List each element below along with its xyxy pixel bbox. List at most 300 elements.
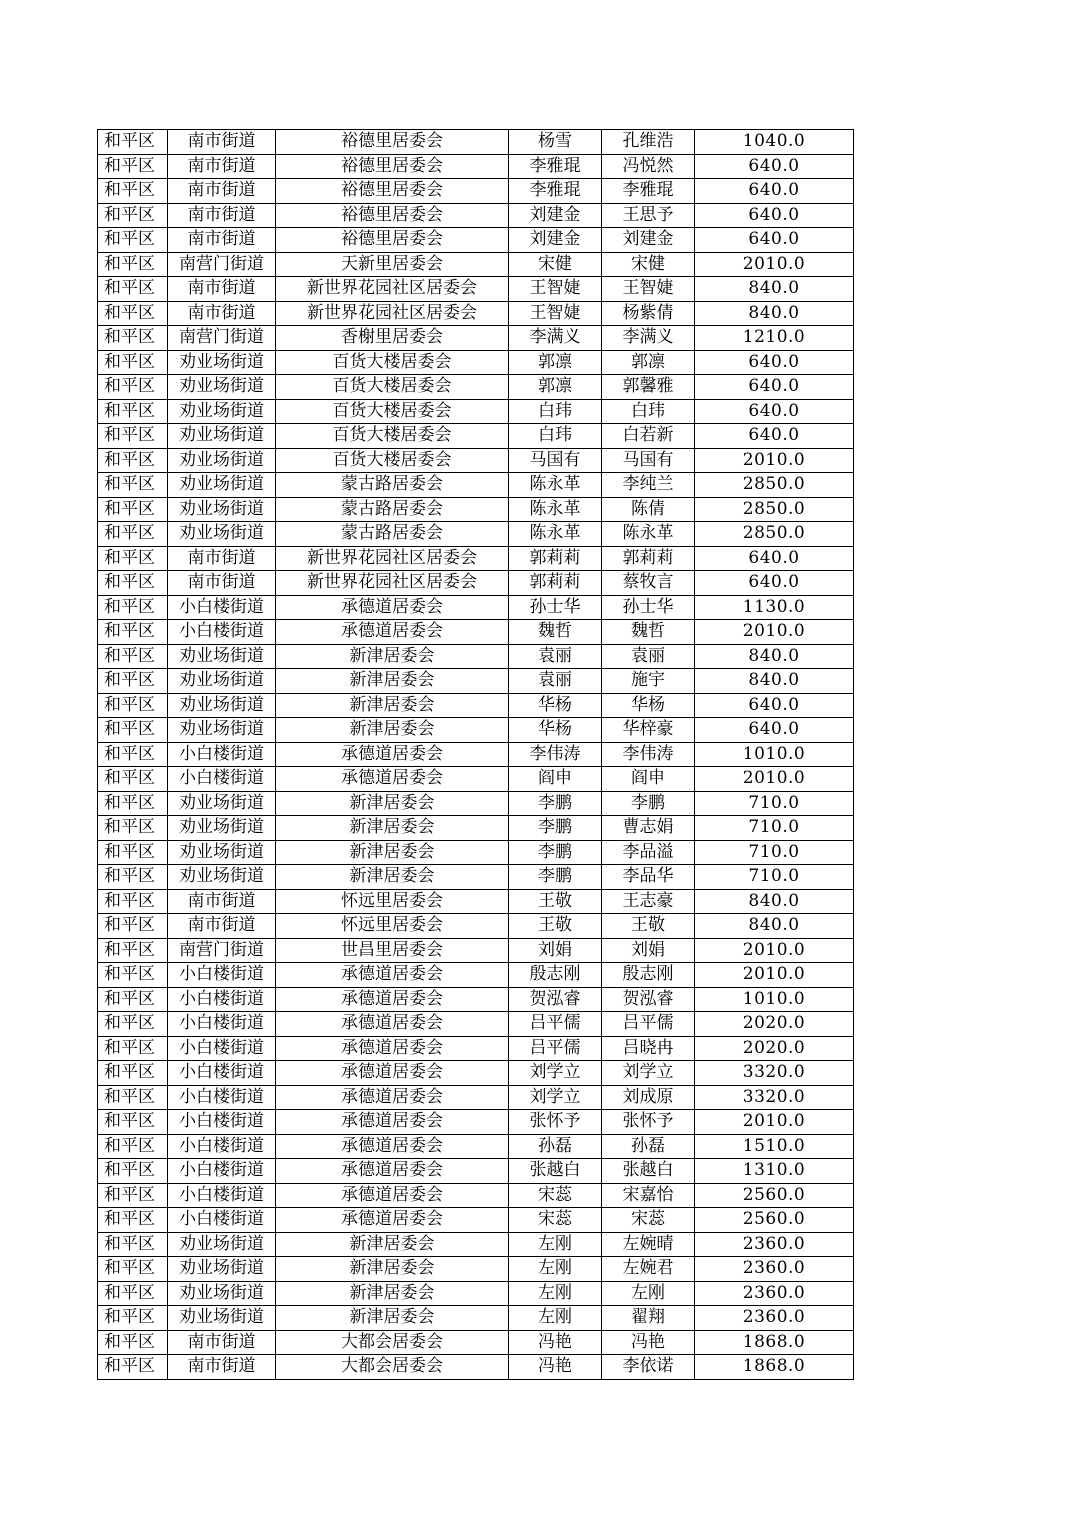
street-cell: 南市街道 — [168, 1355, 276, 1380]
member-cell: 阎申 — [602, 767, 695, 792]
street-cell: 劝业场街道 — [168, 375, 276, 400]
district-cell: 和平区 — [98, 203, 168, 228]
table-body — [98, 130, 854, 1380]
street-cell: 小白楼街道 — [168, 987, 276, 1012]
table-row — [98, 644, 854, 669]
applicant-cell: 李雅琨 — [509, 154, 602, 179]
table-row — [98, 669, 854, 694]
street-cell: 南市街道 — [168, 301, 276, 326]
street-cell: 南市街道 — [168, 130, 276, 155]
table-row — [98, 1036, 854, 1061]
committee-cell: 蒙古路居委会 — [276, 497, 509, 522]
applicant-cell: 宋蕊 — [509, 1183, 602, 1208]
street-cell: 劝业场街道 — [168, 816, 276, 841]
district-cell: 和平区 — [98, 1306, 168, 1331]
committee-cell: 承德道居委会 — [276, 767, 509, 792]
committee-cell: 世昌里居委会 — [276, 938, 509, 963]
amount-cell: 840.0 — [695, 277, 854, 302]
applicant-cell: 吕平儒 — [509, 1036, 602, 1061]
district-cell: 和平区 — [98, 742, 168, 767]
table-row — [98, 595, 854, 620]
district-cell: 和平区 — [98, 791, 168, 816]
committee-cell: 承德道居委会 — [276, 1036, 509, 1061]
table-row — [98, 130, 854, 155]
district-cell: 和平区 — [98, 987, 168, 1012]
applicant-cell: 华杨 — [509, 693, 602, 718]
district-cell: 和平区 — [98, 1085, 168, 1110]
table-row — [98, 473, 854, 498]
applicant-cell: 左刚 — [509, 1232, 602, 1257]
committee-cell: 新津居委会 — [276, 865, 509, 890]
street-cell: 南市街道 — [168, 1330, 276, 1355]
district-cell: 和平区 — [98, 1330, 168, 1355]
district-cell: 和平区 — [98, 840, 168, 865]
street-cell: 南市街道 — [168, 277, 276, 302]
amount-cell: 2020.0 — [695, 1036, 854, 1061]
committee-cell: 大都会居委会 — [276, 1355, 509, 1380]
street-cell: 小白楼街道 — [168, 595, 276, 620]
amount-cell: 1010.0 — [695, 742, 854, 767]
amount-cell: 1310.0 — [695, 1159, 854, 1184]
amount-cell: 640.0 — [695, 546, 854, 571]
amount-cell: 1010.0 — [695, 987, 854, 1012]
district-cell: 和平区 — [98, 546, 168, 571]
committee-cell: 百货大楼居委会 — [276, 399, 509, 424]
table-row — [98, 1085, 854, 1110]
amount-cell: 2010.0 — [695, 938, 854, 963]
amount-cell: 2560.0 — [695, 1183, 854, 1208]
amount-cell: 710.0 — [695, 816, 854, 841]
applicant-cell: 马国有 — [509, 448, 602, 473]
table-row — [98, 718, 854, 743]
street-cell: 小白楼街道 — [168, 742, 276, 767]
applicant-cell: 张怀予 — [509, 1110, 602, 1135]
district-cell: 和平区 — [98, 277, 168, 302]
committee-cell: 新津居委会 — [276, 1232, 509, 1257]
district-cell: 和平区 — [98, 816, 168, 841]
applicant-cell: 王敬 — [509, 914, 602, 939]
amount-cell: 2560.0 — [695, 1208, 854, 1233]
member-cell: 李雅琨 — [602, 179, 695, 204]
applicant-cell: 李鹏 — [509, 816, 602, 841]
amount-cell: 2850.0 — [695, 473, 854, 498]
member-cell: 白若新 — [602, 424, 695, 449]
table-row — [98, 203, 854, 228]
amount-cell: 840.0 — [695, 644, 854, 669]
table-row — [98, 889, 854, 914]
district-cell: 和平区 — [98, 326, 168, 351]
table-row — [98, 1159, 854, 1184]
district-cell: 和平区 — [98, 228, 168, 253]
table-row — [98, 546, 854, 571]
committee-cell: 新津居委会 — [276, 816, 509, 841]
street-cell: 劝业场街道 — [168, 1232, 276, 1257]
applicant-cell: 袁丽 — [509, 644, 602, 669]
committee-cell: 裕德里居委会 — [276, 228, 509, 253]
table-row — [98, 1134, 854, 1159]
member-cell: 李伟涛 — [602, 742, 695, 767]
district-cell: 和平区 — [98, 424, 168, 449]
amount-cell: 2360.0 — [695, 1257, 854, 1282]
street-cell: 劝业场街道 — [168, 424, 276, 449]
street-cell: 小白楼街道 — [168, 1012, 276, 1037]
amount-cell: 2360.0 — [695, 1281, 854, 1306]
applicant-cell: 郭莉莉 — [509, 571, 602, 596]
applicant-cell: 袁丽 — [509, 669, 602, 694]
street-cell: 小白楼街道 — [168, 1134, 276, 1159]
committee-cell: 承德道居委会 — [276, 1085, 509, 1110]
member-cell: 陈倩 — [602, 497, 695, 522]
amount-cell: 2010.0 — [695, 963, 854, 988]
committee-cell: 承德道居委会 — [276, 1012, 509, 1037]
district-cell: 和平区 — [98, 350, 168, 375]
applicant-cell: 阎申 — [509, 767, 602, 792]
committee-cell: 新津居委会 — [276, 644, 509, 669]
member-cell: 李依诺 — [602, 1355, 695, 1380]
table-row — [98, 742, 854, 767]
committee-cell: 承德道居委会 — [276, 595, 509, 620]
committee-cell: 承德道居委会 — [276, 1159, 509, 1184]
applicant-cell: 杨雪 — [509, 130, 602, 155]
table-row — [98, 1110, 854, 1135]
member-cell: 马国有 — [602, 448, 695, 473]
table-row — [98, 179, 854, 204]
table-row — [98, 1330, 854, 1355]
member-cell: 袁丽 — [602, 644, 695, 669]
district-cell: 和平区 — [98, 1061, 168, 1086]
amount-cell: 2010.0 — [695, 620, 854, 645]
street-cell: 南市街道 — [168, 228, 276, 253]
member-cell: 郭馨雅 — [602, 375, 695, 400]
amount-cell: 1040.0 — [695, 130, 854, 155]
table-row — [98, 399, 854, 424]
amount-cell: 1510.0 — [695, 1134, 854, 1159]
street-cell: 南营门街道 — [168, 252, 276, 277]
amount-cell: 2850.0 — [695, 497, 854, 522]
amount-cell: 710.0 — [695, 840, 854, 865]
street-cell: 劝业场街道 — [168, 840, 276, 865]
applicant-cell: 华杨 — [509, 718, 602, 743]
district-cell: 和平区 — [98, 1012, 168, 1037]
amount-cell: 1210.0 — [695, 326, 854, 351]
data-table — [97, 129, 854, 1380]
committee-cell: 承德道居委会 — [276, 1183, 509, 1208]
street-cell: 劝业场街道 — [168, 497, 276, 522]
committee-cell: 承德道居委会 — [276, 1061, 509, 1086]
committee-cell: 百货大楼居委会 — [276, 448, 509, 473]
district-cell: 和平区 — [98, 399, 168, 424]
applicant-cell: 郭凛 — [509, 350, 602, 375]
street-cell: 劝业场街道 — [168, 669, 276, 694]
street-cell: 南市街道 — [168, 914, 276, 939]
committee-cell: 新津居委会 — [276, 791, 509, 816]
member-cell: 宋蕊 — [602, 1208, 695, 1233]
member-cell: 王思予 — [602, 203, 695, 228]
district-cell: 和平区 — [98, 179, 168, 204]
committee-cell: 裕德里居委会 — [276, 203, 509, 228]
member-cell: 宋健 — [602, 252, 695, 277]
applicant-cell: 白玮 — [509, 424, 602, 449]
street-cell: 南市街道 — [168, 571, 276, 596]
street-cell: 南市街道 — [168, 154, 276, 179]
street-cell: 南营门街道 — [168, 938, 276, 963]
committee-cell: 百货大楼居委会 — [276, 350, 509, 375]
table-row — [98, 1208, 854, 1233]
street-cell: 南市街道 — [168, 179, 276, 204]
street-cell: 南市街道 — [168, 889, 276, 914]
amount-cell: 640.0 — [695, 375, 854, 400]
member-cell: 郭莉莉 — [602, 546, 695, 571]
committee-cell: 新津居委会 — [276, 1281, 509, 1306]
member-cell: 李品华 — [602, 865, 695, 890]
district-cell: 和平区 — [98, 1134, 168, 1159]
street-cell: 劝业场街道 — [168, 399, 276, 424]
street-cell: 小白楼街道 — [168, 1159, 276, 1184]
committee-cell: 承德道居委会 — [276, 1110, 509, 1135]
committee-cell: 大都会居委会 — [276, 1330, 509, 1355]
district-cell: 和平区 — [98, 644, 168, 669]
amount-cell: 640.0 — [695, 203, 854, 228]
table-row — [98, 693, 854, 718]
district-cell: 和平区 — [98, 865, 168, 890]
amount-cell: 1130.0 — [695, 595, 854, 620]
committee-cell: 新世界花园社区居委会 — [276, 301, 509, 326]
member-cell: 李品溢 — [602, 840, 695, 865]
applicant-cell: 王敬 — [509, 889, 602, 914]
member-cell: 翟翔 — [602, 1306, 695, 1331]
committee-cell: 承德道居委会 — [276, 742, 509, 767]
district-cell: 和平区 — [98, 375, 168, 400]
table-row — [98, 154, 854, 179]
district-cell: 和平区 — [98, 154, 168, 179]
amount-cell: 640.0 — [695, 154, 854, 179]
table-row — [98, 424, 854, 449]
table-row — [98, 228, 854, 253]
district-cell: 和平区 — [98, 938, 168, 963]
amount-cell: 840.0 — [695, 889, 854, 914]
committee-cell: 承德道居委会 — [276, 1208, 509, 1233]
table-row — [98, 1281, 854, 1306]
member-cell: 王志豪 — [602, 889, 695, 914]
table-row — [98, 497, 854, 522]
member-cell: 王敬 — [602, 914, 695, 939]
member-cell: 冯艳 — [602, 1330, 695, 1355]
member-cell: 孙磊 — [602, 1134, 695, 1159]
applicant-cell: 孙士华 — [509, 595, 602, 620]
committee-cell: 天新里居委会 — [276, 252, 509, 277]
applicant-cell: 陈永革 — [509, 473, 602, 498]
district-cell: 和平区 — [98, 620, 168, 645]
member-cell: 刘建金 — [602, 228, 695, 253]
applicant-cell: 左刚 — [509, 1306, 602, 1331]
amount-cell: 3320.0 — [695, 1085, 854, 1110]
table-row — [98, 914, 854, 939]
member-cell: 陈永革 — [602, 522, 695, 547]
applicant-cell: 左刚 — [509, 1281, 602, 1306]
district-cell: 和平区 — [98, 767, 168, 792]
committee-cell: 裕德里居委会 — [276, 154, 509, 179]
committee-cell: 裕德里居委会 — [276, 130, 509, 155]
amount-cell: 2360.0 — [695, 1306, 854, 1331]
table-row — [98, 963, 854, 988]
committee-cell: 裕德里居委会 — [276, 179, 509, 204]
street-cell: 劝业场街道 — [168, 1281, 276, 1306]
amount-cell: 1868.0 — [695, 1355, 854, 1380]
applicant-cell: 孙磊 — [509, 1134, 602, 1159]
member-cell: 李满义 — [602, 326, 695, 351]
applicant-cell: 刘建金 — [509, 203, 602, 228]
amount-cell: 640.0 — [695, 693, 854, 718]
member-cell: 张越白 — [602, 1159, 695, 1184]
street-cell: 劝业场街道 — [168, 865, 276, 890]
amount-cell: 640.0 — [695, 350, 854, 375]
table-row — [98, 326, 854, 351]
committee-cell: 承德道居委会 — [276, 1134, 509, 1159]
street-cell: 劝业场街道 — [168, 473, 276, 498]
table-row — [98, 865, 854, 890]
amount-cell: 2020.0 — [695, 1012, 854, 1037]
member-cell: 刘成原 — [602, 1085, 695, 1110]
table-row — [98, 1183, 854, 1208]
amount-cell: 1868.0 — [695, 1330, 854, 1355]
street-cell: 劝业场街道 — [168, 448, 276, 473]
applicant-cell: 冯艳 — [509, 1355, 602, 1380]
applicant-cell: 陈永革 — [509, 522, 602, 547]
district-cell: 和平区 — [98, 1183, 168, 1208]
committee-cell: 新津居委会 — [276, 1257, 509, 1282]
applicant-cell: 李雅琨 — [509, 179, 602, 204]
committee-cell: 新津居委会 — [276, 840, 509, 865]
committee-cell: 承德道居委会 — [276, 963, 509, 988]
street-cell: 小白楼街道 — [168, 620, 276, 645]
street-cell: 小白楼街道 — [168, 1036, 276, 1061]
applicant-cell: 郭凛 — [509, 375, 602, 400]
member-cell: 魏哲 — [602, 620, 695, 645]
table-row — [98, 448, 854, 473]
street-cell: 劝业场街道 — [168, 1306, 276, 1331]
applicant-cell: 李满义 — [509, 326, 602, 351]
district-cell: 和平区 — [98, 1159, 168, 1184]
applicant-cell: 李鹏 — [509, 865, 602, 890]
street-cell: 劝业场街道 — [168, 718, 276, 743]
amount-cell: 2010.0 — [695, 1110, 854, 1135]
amount-cell: 2850.0 — [695, 522, 854, 547]
amount-cell: 2010.0 — [695, 448, 854, 473]
applicant-cell: 左刚 — [509, 1257, 602, 1282]
committee-cell: 新津居委会 — [276, 718, 509, 743]
applicant-cell: 陈永革 — [509, 497, 602, 522]
district-cell: 和平区 — [98, 669, 168, 694]
district-cell: 和平区 — [98, 473, 168, 498]
applicant-cell: 宋健 — [509, 252, 602, 277]
table-row — [98, 987, 854, 1012]
applicant-cell: 刘学立 — [509, 1085, 602, 1110]
street-cell: 小白楼街道 — [168, 767, 276, 792]
applicant-cell: 王智婕 — [509, 277, 602, 302]
amount-cell: 710.0 — [695, 865, 854, 890]
committee-cell: 怀远里居委会 — [276, 889, 509, 914]
applicant-cell: 李鹏 — [509, 840, 602, 865]
committee-cell: 新津居委会 — [276, 1306, 509, 1331]
committee-cell: 百货大楼居委会 — [276, 424, 509, 449]
committee-cell: 承德道居委会 — [276, 987, 509, 1012]
district-cell: 和平区 — [98, 693, 168, 718]
district-cell: 和平区 — [98, 963, 168, 988]
member-cell: 华杨 — [602, 693, 695, 718]
committee-cell: 新津居委会 — [276, 693, 509, 718]
amount-cell: 640.0 — [695, 179, 854, 204]
street-cell: 小白楼街道 — [168, 1183, 276, 1208]
amount-cell: 2010.0 — [695, 767, 854, 792]
district-cell: 和平区 — [98, 130, 168, 155]
amount-cell: 2010.0 — [695, 252, 854, 277]
member-cell: 吕平儒 — [602, 1012, 695, 1037]
table-row — [98, 620, 854, 645]
committee-cell: 新世界花园社区居委会 — [276, 277, 509, 302]
committee-cell: 承德道居委会 — [276, 620, 509, 645]
applicant-cell: 吕平儒 — [509, 1012, 602, 1037]
district-cell: 和平区 — [98, 448, 168, 473]
street-cell: 南市街道 — [168, 546, 276, 571]
member-cell: 吕晓冉 — [602, 1036, 695, 1061]
district-cell: 和平区 — [98, 301, 168, 326]
amount-cell: 640.0 — [695, 718, 854, 743]
district-cell: 和平区 — [98, 914, 168, 939]
amount-cell: 3320.0 — [695, 1061, 854, 1086]
street-cell: 劝业场街道 — [168, 350, 276, 375]
table-row — [98, 375, 854, 400]
member-cell: 施宇 — [602, 669, 695, 694]
member-cell: 杨紫倩 — [602, 301, 695, 326]
table-row — [98, 252, 854, 277]
table-row — [98, 1012, 854, 1037]
street-cell: 劝业场街道 — [168, 644, 276, 669]
table-row — [98, 840, 854, 865]
district-cell: 和平区 — [98, 1110, 168, 1135]
table-row — [98, 301, 854, 326]
member-cell: 冯悦然 — [602, 154, 695, 179]
member-cell: 白玮 — [602, 399, 695, 424]
committee-cell: 香榭里居委会 — [276, 326, 509, 351]
applicant-cell: 刘学立 — [509, 1061, 602, 1086]
table-row — [98, 767, 854, 792]
amount-cell: 2360.0 — [695, 1232, 854, 1257]
member-cell: 蔡牧言 — [602, 571, 695, 596]
district-cell: 和平区 — [98, 595, 168, 620]
member-cell: 贺泓睿 — [602, 987, 695, 1012]
amount-cell: 840.0 — [695, 669, 854, 694]
amount-cell: 840.0 — [695, 301, 854, 326]
amount-cell: 640.0 — [695, 399, 854, 424]
committee-cell: 百货大楼居委会 — [276, 375, 509, 400]
table-row — [98, 522, 854, 547]
applicant-cell: 李伟涛 — [509, 742, 602, 767]
member-cell: 张怀予 — [602, 1110, 695, 1135]
street-cell: 劝业场街道 — [168, 693, 276, 718]
district-cell: 和平区 — [98, 1232, 168, 1257]
district-cell: 和平区 — [98, 1036, 168, 1061]
table-row — [98, 791, 854, 816]
applicant-cell: 贺泓睿 — [509, 987, 602, 1012]
district-cell: 和平区 — [98, 1208, 168, 1233]
amount-cell: 640.0 — [695, 228, 854, 253]
street-cell: 小白楼街道 — [168, 1208, 276, 1233]
street-cell: 小白楼街道 — [168, 1085, 276, 1110]
applicant-cell: 李鹏 — [509, 791, 602, 816]
table-row — [98, 1306, 854, 1331]
amount-cell: 640.0 — [695, 571, 854, 596]
committee-cell: 新世界花园社区居委会 — [276, 546, 509, 571]
